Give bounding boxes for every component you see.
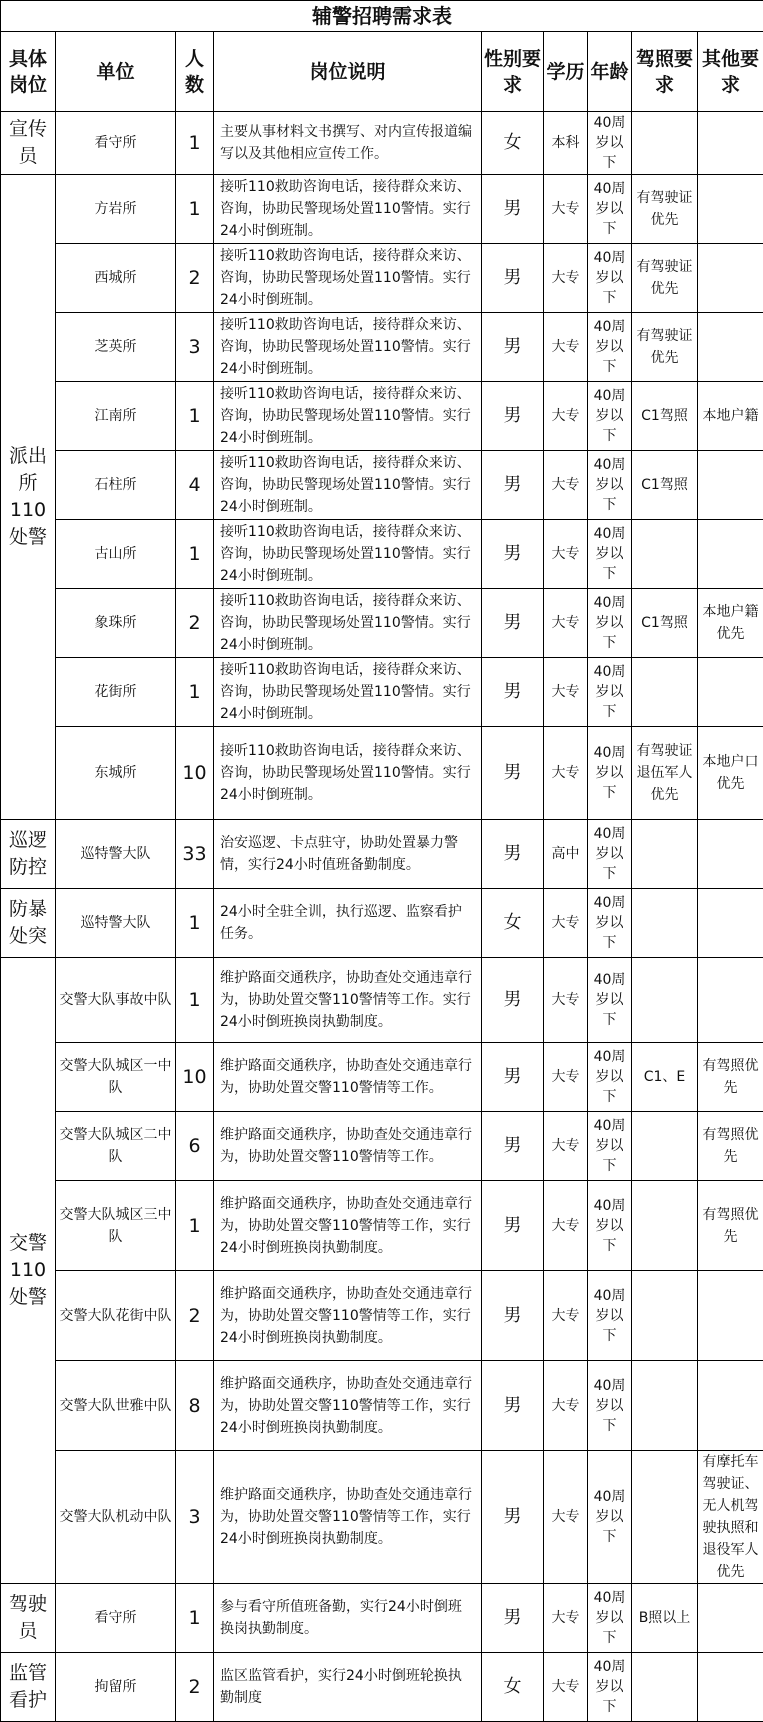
other-cell — [698, 658, 763, 727]
unit-cell: 拘留所 — [56, 1653, 176, 1722]
unit-cell: 石柱所 — [56, 451, 176, 520]
age-cell: 40周岁以下 — [588, 175, 632, 244]
description-cell: 维护路面交通秩序，协助查处交通违章行为，协助处置交警110警情等工作，实行24小时倒班换岗执勤制度。 — [214, 1271, 482, 1361]
description-cell: 接听110救助咨询电话，接待群众来访、咨询，协助民警现场处置110警情。实行24小时倒班制。 — [214, 727, 482, 820]
sex-cell: 女 — [482, 112, 544, 175]
table-row — [1, 820, 763, 889]
count-cell: 1 — [176, 520, 214, 589]
description-cell: 维护路面交通秩序，协助查处交通违章行为，协助处置交警110警情等工作，实行24小时倒班换岗执勤制度。 — [214, 1451, 482, 1584]
education-cell: 大专 — [544, 382, 588, 451]
sex-cell: 男 — [482, 820, 544, 889]
age-cell: 40周岁以下 — [588, 313, 632, 382]
license-cell — [632, 1181, 698, 1271]
other-cell — [698, 1361, 763, 1451]
age-cell: 40周岁以下 — [588, 1112, 632, 1181]
age-cell: 40周岁以下 — [588, 520, 632, 589]
other-cell — [698, 820, 763, 889]
age-cell: 40周岁以下 — [588, 1361, 632, 1451]
age-cell: 40周岁以下 — [588, 382, 632, 451]
license-cell — [632, 1271, 698, 1361]
unit-cell: 象珠所 — [56, 589, 176, 658]
other-cell: 有摩托车驾驶证、无人机驾驶执照和退役军人优先 — [698, 1451, 763, 1584]
count-cell: 1 — [176, 1181, 214, 1271]
count-cell: 1 — [176, 958, 214, 1043]
license-cell: C1、E — [632, 1043, 698, 1112]
education-cell: 大专 — [544, 1653, 588, 1722]
license-cell — [632, 820, 698, 889]
unit-cell: 巡特警大队 — [56, 820, 176, 889]
table-row — [1, 1181, 763, 1271]
description-cell: 维护路面交通秩序，协助查处交通违章行为，协助处置交警110警情等工作，实行24小时倒班换岗执勤制度。 — [214, 1361, 482, 1451]
unit-cell: 交警大队城区二中队 — [56, 1112, 176, 1181]
license-cell: C1驾照 — [632, 451, 698, 520]
license-cell: 有驾驶证优先 — [632, 175, 698, 244]
table-row — [1, 244, 763, 313]
description-cell: 接听110救助咨询电话，接待群众来访、咨询，协助民警现场处置110警情。实行24小时倒班制。 — [214, 589, 482, 658]
other-cell: 有驾照优先 — [698, 1043, 763, 1112]
count-cell: 6 — [176, 1112, 214, 1181]
age-cell: 40周岁以下 — [588, 727, 632, 820]
education-cell: 大专 — [544, 658, 588, 727]
unit-cell: 巡特警大队 — [56, 889, 176, 958]
other-cell — [698, 451, 763, 520]
education-cell: 大专 — [544, 1271, 588, 1361]
other-cell — [698, 313, 763, 382]
unit-cell: 交警大队花街中队 — [56, 1271, 176, 1361]
table-row — [1, 313, 763, 382]
category-cell: 宣传员 — [1, 112, 56, 175]
age-cell: 40周岁以下 — [588, 1181, 632, 1271]
license-cell — [632, 1451, 698, 1584]
description-cell: 接听110救助咨询电话，接待群众来访、咨询，协助民警现场处置110警情。实行24小时倒班制。 — [214, 175, 482, 244]
other-cell — [698, 1271, 763, 1361]
other-cell — [698, 175, 763, 244]
age-cell: 40周岁以下 — [588, 658, 632, 727]
other-cell — [698, 520, 763, 589]
table-row — [1, 1043, 763, 1112]
description-cell: 接听110救助咨询电话，接待群众来访、咨询，协助民警现场处置110警情。实行24小时倒班制。 — [214, 520, 482, 589]
table-row — [1, 1112, 763, 1181]
license-cell — [632, 520, 698, 589]
age-cell: 40周岁以下 — [588, 958, 632, 1043]
unit-cell: 交警大队机动中队 — [56, 1451, 176, 1584]
category-cell: 巡逻防控 — [1, 820, 56, 889]
count-cell: 2 — [176, 589, 214, 658]
age-cell: 40周岁以下 — [588, 1653, 632, 1722]
education-cell: 大专 — [544, 727, 588, 820]
sex-cell: 男 — [482, 1361, 544, 1451]
license-cell — [632, 1361, 698, 1451]
age-cell: 40周岁以下 — [588, 589, 632, 658]
table-row — [1, 658, 763, 727]
other-cell — [698, 1584, 763, 1653]
unit-cell: 交警大队事故中队 — [56, 958, 176, 1043]
category-cell: 驾驶员 — [1, 1584, 56, 1653]
license-cell: 有驾驶证优先 — [632, 244, 698, 313]
table-row — [1, 175, 763, 244]
education-cell: 大专 — [544, 1584, 588, 1653]
age-cell: 40周岁以下 — [588, 244, 632, 313]
sex-cell: 男 — [482, 313, 544, 382]
count-cell: 3 — [176, 1451, 214, 1584]
license-cell: C1驾照 — [632, 589, 698, 658]
table-row — [1, 112, 763, 175]
count-cell: 10 — [176, 727, 214, 820]
header-age: 年龄 — [588, 32, 632, 112]
other-cell: 本地户籍优先 — [698, 589, 763, 658]
age-cell: 40周岁以下 — [588, 889, 632, 958]
table-row — [1, 589, 763, 658]
sex-cell: 男 — [482, 1181, 544, 1271]
other-cell — [698, 889, 763, 958]
description-cell: 监区监管看护，实行24小时倒班轮换执勤制度 — [214, 1653, 482, 1722]
description-cell: 接听110救助咨询电话，接待群众来访、咨询，协助民警现场处置110警情。实行24小时倒班制。 — [214, 313, 482, 382]
education-cell: 大专 — [544, 1361, 588, 1451]
sex-cell: 男 — [482, 589, 544, 658]
unit-cell: 东城所 — [56, 727, 176, 820]
count-cell: 2 — [176, 1653, 214, 1722]
education-cell: 大专 — [544, 244, 588, 313]
age-cell: 40周岁以下 — [588, 1271, 632, 1361]
sex-cell: 男 — [482, 958, 544, 1043]
header-other: 其他要求 — [698, 32, 763, 112]
education-cell: 大专 — [544, 451, 588, 520]
count-cell: 1 — [176, 382, 214, 451]
unit-cell: 江南所 — [56, 382, 176, 451]
table-row — [1, 1361, 763, 1451]
header-license: 驾照要求 — [632, 32, 698, 112]
unit-cell: 交警大队城区一中队 — [56, 1043, 176, 1112]
unit-cell: 交警大队世雅中队 — [56, 1361, 176, 1451]
sex-cell: 男 — [482, 1451, 544, 1584]
header-position: 具体岗位 — [1, 32, 56, 112]
education-cell: 大专 — [544, 958, 588, 1043]
description-cell: 接听110救助咨询电话，接待群众来访、咨询，协助民警现场处置110警情。实行24小时倒班制。 — [214, 382, 482, 451]
category-cell: 监管看护 — [1, 1653, 56, 1722]
other-cell: 本地户籍 — [698, 382, 763, 451]
sex-cell: 女 — [482, 889, 544, 958]
unit-cell: 看守所 — [56, 1584, 176, 1653]
education-cell: 大专 — [544, 313, 588, 382]
education-cell: 大专 — [544, 175, 588, 244]
age-cell: 40周岁以下 — [588, 451, 632, 520]
age-cell: 40周岁以下 — [588, 1584, 632, 1653]
unit-cell: 花街所 — [56, 658, 176, 727]
description-cell: 治安巡逻、卡点驻守，协助处置暴力警情，实行24小时值班备勤制度。 — [214, 820, 482, 889]
table-row — [1, 1584, 763, 1653]
sex-cell: 男 — [482, 727, 544, 820]
education-cell: 大专 — [544, 1043, 588, 1112]
description-cell: 接听110救助咨询电话，接待群众来访、咨询，协助民警现场处置110警情。实行24小时倒班制。 — [214, 451, 482, 520]
license-cell — [632, 658, 698, 727]
description-cell: 维护路面交通秩序，协助查处交通违章行为，协助处置交警110警情等工作。 — [214, 1043, 482, 1112]
description-cell: 维护路面交通秩序，协助查处交通违章行为，协助处置交警110警情等工作。实行24小时倒班换岗执勤制度。 — [214, 958, 482, 1043]
unit-cell: 古山所 — [56, 520, 176, 589]
header-description: 岗位说明 — [214, 32, 482, 112]
license-cell: B照以上 — [632, 1584, 698, 1653]
table-row — [1, 1451, 763, 1584]
table-title: 辅警招聘需求表 — [1, 1, 763, 32]
table-row — [1, 727, 763, 820]
count-cell: 1 — [176, 658, 214, 727]
count-cell: 2 — [176, 244, 214, 313]
license-cell — [632, 1112, 698, 1181]
sex-cell: 男 — [482, 1043, 544, 1112]
count-cell: 8 — [176, 1361, 214, 1451]
description-cell: 维护路面交通秩序，协助查处交通违章行为，协助处置交警110警情等工作。 — [214, 1112, 482, 1181]
count-cell: 1 — [176, 175, 214, 244]
unit-cell: 芝英所 — [56, 313, 176, 382]
sex-cell: 男 — [482, 1584, 544, 1653]
unit-cell: 看守所 — [56, 112, 176, 175]
education-cell: 大专 — [544, 1112, 588, 1181]
description-cell: 接听110救助咨询电话，接待群众来访、咨询，协助民警现场处置110警情。实行24小时倒班制。 — [214, 244, 482, 313]
table-row — [1, 451, 763, 520]
education-cell: 大专 — [544, 1181, 588, 1271]
count-cell: 1 — [176, 112, 214, 175]
table-row — [1, 382, 763, 451]
license-cell: 有驾驶证优先 — [632, 313, 698, 382]
license-cell — [632, 1653, 698, 1722]
header-education: 学历 — [544, 32, 588, 112]
education-cell: 大专 — [544, 589, 588, 658]
education-cell: 大专 — [544, 1451, 588, 1584]
category-cell: 交警110处警 — [1, 958, 56, 1584]
education-cell: 大专 — [544, 889, 588, 958]
other-cell: 本地户口优先 — [698, 727, 763, 820]
sex-cell: 男 — [482, 382, 544, 451]
category-cell: 防暴处突 — [1, 889, 56, 958]
count-cell: 3 — [176, 313, 214, 382]
count-cell: 4 — [176, 451, 214, 520]
age-cell: 40周岁以下 — [588, 820, 632, 889]
license-cell: C1驾照 — [632, 382, 698, 451]
count-cell: 10 — [176, 1043, 214, 1112]
other-cell — [698, 1653, 763, 1722]
unit-cell: 方岩所 — [56, 175, 176, 244]
header-count: 人数 — [176, 32, 214, 112]
age-cell: 40周岁以下 — [588, 1451, 632, 1584]
description-cell: 接听110救助咨询电话，接待群众来访、咨询，协助民警现场处置110警情。实行24小时倒班制。 — [214, 658, 482, 727]
table-row — [1, 520, 763, 589]
sex-cell: 男 — [482, 451, 544, 520]
header-sex: 性别要求 — [482, 32, 544, 112]
count-cell: 33 — [176, 820, 214, 889]
age-cell: 40周岁以下 — [588, 1043, 632, 1112]
education-cell: 本科 — [544, 112, 588, 175]
description-cell: 24小时全驻全训，执行巡逻、监察看护任务。 — [214, 889, 482, 958]
education-cell: 高中 — [544, 820, 588, 889]
license-cell — [632, 889, 698, 958]
description-cell: 参与看守所值班备勤，实行24小时倒班换岗执勤制度。 — [214, 1584, 482, 1653]
count-cell: 2 — [176, 1271, 214, 1361]
other-cell — [698, 112, 763, 175]
unit-cell: 西城所 — [56, 244, 176, 313]
other-cell — [698, 958, 763, 1043]
category-cell: 派出所110处警 — [1, 175, 56, 820]
header-row — [1, 32, 763, 112]
sex-cell: 男 — [482, 1112, 544, 1181]
education-cell: 大专 — [544, 520, 588, 589]
count-cell: 1 — [176, 889, 214, 958]
table-row — [1, 1653, 763, 1722]
description-cell: 维护路面交通秩序，协助查处交通违章行为，协助处置交警110警情等工作，实行24小时倒班换岗执勤制度。 — [214, 1181, 482, 1271]
table-row — [1, 1271, 763, 1361]
other-cell: 有驾照优先 — [698, 1112, 763, 1181]
sex-cell: 男 — [482, 1271, 544, 1361]
other-cell: 有驾照优先 — [698, 1181, 763, 1271]
table-row — [1, 889, 763, 958]
sex-cell: 男 — [482, 520, 544, 589]
sex-cell: 男 — [482, 175, 544, 244]
other-cell — [698, 244, 763, 313]
license-cell — [632, 958, 698, 1043]
license-cell: 有驾驶证退伍军人优先 — [632, 727, 698, 820]
license-cell — [632, 112, 698, 175]
description-cell: 主要从事材料文书撰写、对内宣传报道编写以及其他相应宣传工作。 — [214, 112, 482, 175]
unit-cell: 交警大队城区三中队 — [56, 1181, 176, 1271]
age-cell: 40周岁以下 — [588, 112, 632, 175]
sex-cell: 男 — [482, 244, 544, 313]
count-cell: 1 — [176, 1584, 214, 1653]
header-unit: 单位 — [56, 32, 176, 112]
sex-cell: 男 — [482, 658, 544, 727]
sex-cell: 女 — [482, 1653, 544, 1722]
table-row — [1, 958, 763, 1043]
